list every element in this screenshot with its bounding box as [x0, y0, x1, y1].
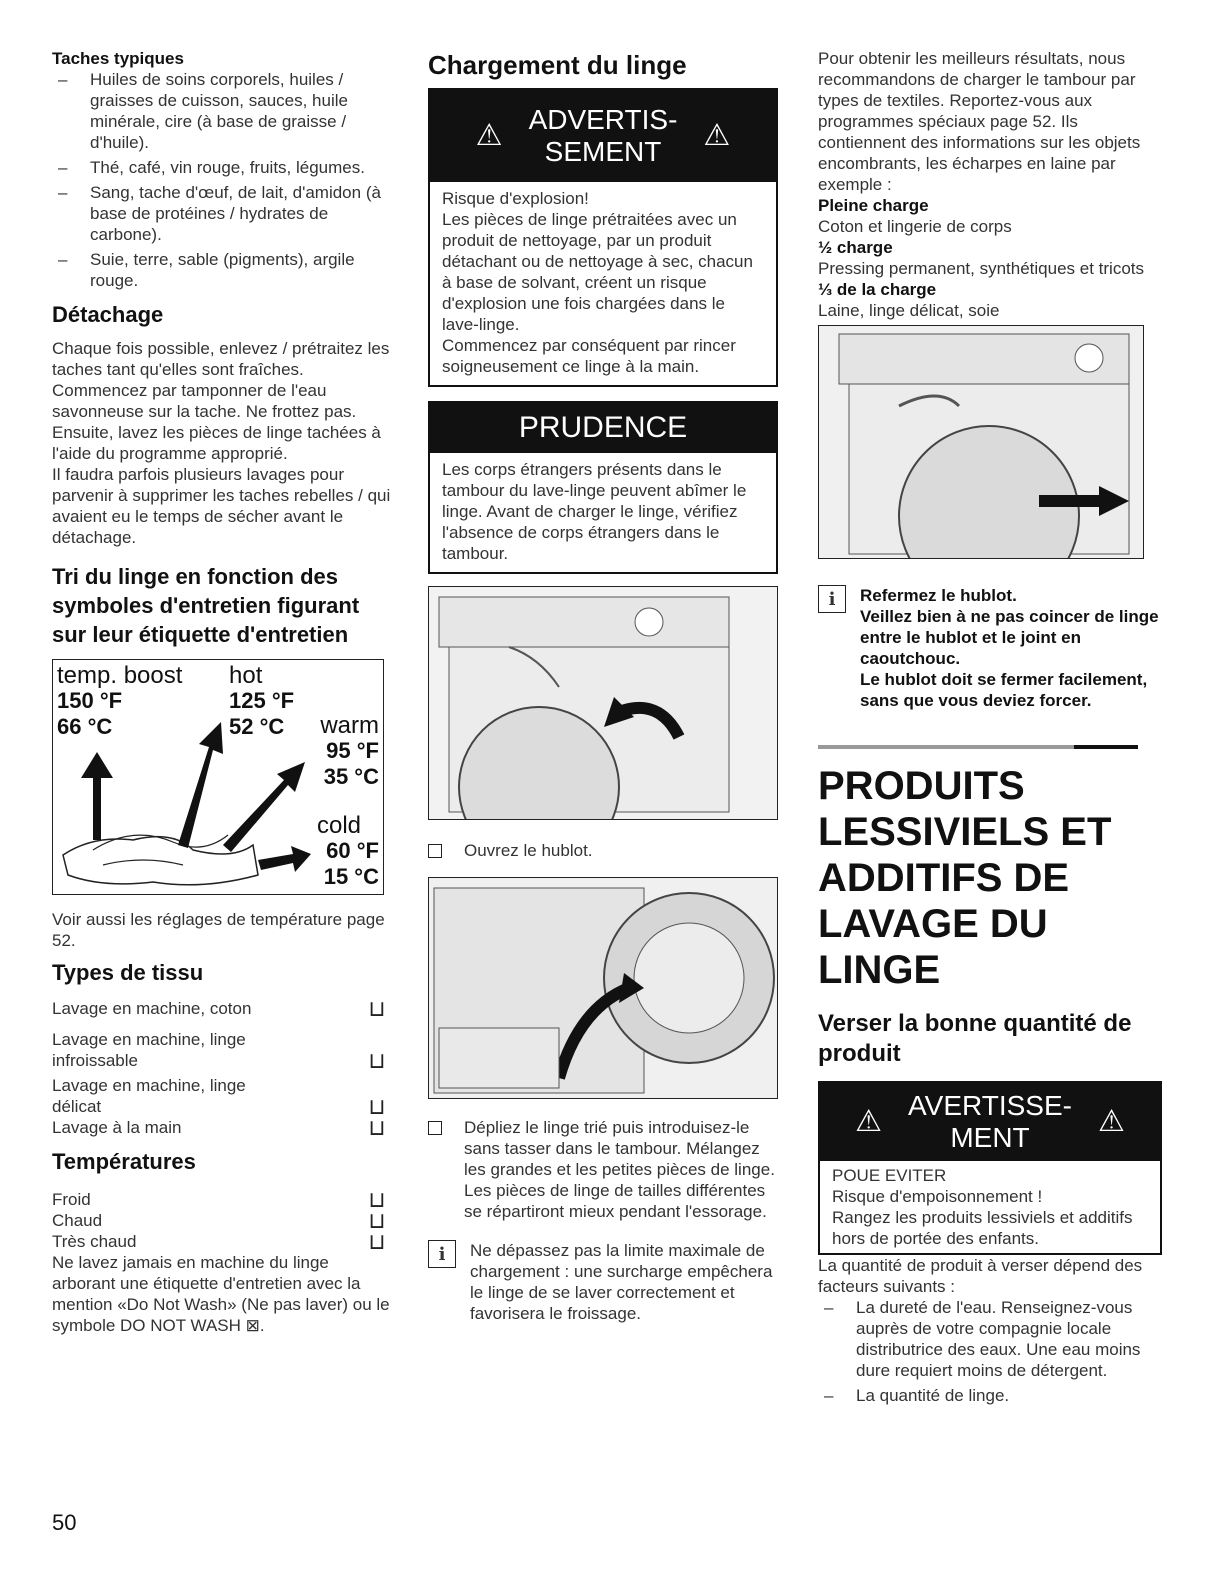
wash-tub-delicate-icon: ⊔	[368, 1094, 386, 1119]
column-middle	[428, 48, 778, 1324]
washer-loading-illustration	[428, 877, 778, 1099]
do-not-wash-note: Ne lavez jamais en machine du linge arborant une étiquette d'entretien avec la mention «Do Not Wash» (Ne pas laver) ou le symbole DO NOT WASH ⊠.	[52, 1253, 390, 1335]
see-also-text: Voir aussi les réglages de température page 52.	[52, 910, 385, 950]
cold-label: cold	[316, 812, 361, 839]
column-right	[818, 48, 1163, 1410]
warning-box	[428, 88, 778, 387]
cold-f: 60 °F	[326, 838, 379, 863]
warning-triangle-icon: ⚠	[703, 119, 731, 152]
hand-wash-icon: ⊔	[368, 1115, 386, 1140]
warm-f: 95 °F	[326, 738, 379, 763]
info-icon: i	[818, 585, 846, 613]
caution-header: PRUDENCE	[430, 403, 776, 453]
washer-close-door-illustration	[818, 325, 1144, 559]
list-item: Lavage en machine, linge délicat ⊔	[52, 1075, 392, 1117]
warning-triangle-icon: ⚠	[1097, 1105, 1125, 1138]
quantity-text: La quantité de produit à verser dépend des facteurs suivants :	[818, 1256, 1143, 1296]
section-title-tissue: Types de tissu	[52, 960, 204, 985]
half-load-text: Pressing permanent, synthétiques et tricots	[818, 259, 1144, 278]
list-item: – Huiles de soins corporels, huiles / graisses de cuisson, sauces, huile minérale, cire (à base de graisse / d'huile).	[58, 70, 348, 152]
wash-tub-permanent-press-icon: ⊔	[368, 1048, 386, 1073]
section-title-detachage: Détachage	[52, 302, 164, 327]
third-load-text: Laine, linge délicat, soie	[818, 301, 1000, 320]
warning-body: POUE EVITER Risque d'empoisonnement ! Rangez les produits lessiviels et additifs hors de portée des enfants.	[832, 1166, 1133, 1248]
caution-box	[428, 401, 778, 574]
step-load-laundry: Dépliez le linge trié puis introduisez-le sans tasser dans le tambour. Mélangez les grandes et les petites pièces de linge. Les pièces de linge de tailles différentes se répartiront mieux pendant l'essorage.	[428, 1117, 778, 1222]
typical-stains-title: Taches typiques	[52, 49, 184, 68]
section-title-tri: Tri du linge en fonction des symboles d'entretien figurant sur leur étiquette d'entretien	[52, 564, 360, 647]
intro-text: Pour obtenir les meilleurs résultats, nous recommandons de charger le tambour par types de textiles. Reportez-vous aux programmes spéciaux page 52. Ils contiennent des informations sur les objets encombrants, les écharpes en laine par exemple :	[818, 49, 1141, 194]
temp-boost-label: temp. boost	[57, 662, 183, 689]
list-item: Lavage à la main ⊔	[52, 1117, 392, 1138]
list-item: Froid ⊔	[52, 1189, 392, 1210]
washer-open-door-illustration	[428, 586, 778, 820]
warning-triangle-icon: ⚠	[475, 119, 503, 152]
warning-box	[818, 1081, 1162, 1255]
section-title-temperatures: Températures	[52, 1149, 196, 1174]
warning-triangle-icon: ⚠	[855, 1105, 883, 1138]
temp-boost-c: 66 °C	[57, 714, 113, 739]
hot-label: hot	[229, 662, 263, 689]
step-open-door: Ouvrez le hublot.	[428, 840, 778, 861]
list-item: Chaud ⊔	[52, 1210, 392, 1231]
hot-f: 125 °F	[229, 688, 295, 713]
page-number: 50	[52, 1510, 77, 1535]
list-item: Lavage en machine, linge infroissable ⊔	[52, 1029, 392, 1071]
paragraph: Il faudra parfois plusieurs lavages pour parvenir à supprimer les taches rebelles / qui avaient eu le temps de sécher avant le détachage.	[52, 465, 391, 547]
warning-header: ⚠ AVERTISSE- MENT ⚠	[820, 1083, 1160, 1161]
cold-c: 15 °C	[323, 864, 379, 889]
paragraph: Commencez par tamponner de l'eau savonneuse sur la tache. Ne frottez pas.	[52, 381, 357, 421]
section-divider	[818, 745, 1138, 749]
half-load-title: ½ charge	[818, 238, 893, 257]
list-item: Très chaud ⊔	[52, 1231, 392, 1252]
wash-tub-icon: ⊔	[368, 996, 386, 1021]
full-load-title: Pleine charge	[818, 196, 929, 215]
full-load-text: Coton et lingerie de corps	[818, 217, 1012, 236]
paragraph: Chaque fois possible, enlevez / prétraitez les taches tant qu'elles sont fraîches.	[52, 339, 390, 379]
section-title-chargement: Chargement du linge	[428, 50, 687, 80]
list-item: Lavage en machine, coton ⊔	[52, 998, 392, 1019]
info-close-door: i Refermez le hublot. Veillez bien à ne pas coincer de linge entre le hublot et le joint en caoutchouc. Le hublot doit se fermer facilement, sans que vous deviez forcer.	[818, 585, 1163, 711]
list-item: – Sang, tache d'œuf, de lait, d'amidon (à base de protéines / hydrates de carbone).	[58, 183, 381, 244]
info-icon: i	[428, 1240, 456, 1268]
hot-wash-icon: ⊔	[368, 1229, 386, 1254]
list-item: – La dureté de l'eau. Renseignez-vous auprès de votre compagnie locale distributrice des eaux. Une eau moins dure requiert moins de détergent.	[824, 1298, 1141, 1380]
list-item: – La quantité de linge.	[824, 1386, 1010, 1405]
hot-c: 52 °C	[229, 714, 285, 739]
list-item: – Thé, café, vin rouge, fruits, légumes.	[58, 158, 365, 177]
sub-title: Verser la bonne quantité de produit	[818, 1010, 1132, 1067]
column-left	[52, 48, 392, 1336]
checkbox-bullet-icon	[428, 1121, 442, 1135]
list-item: – Suie, terre, sable (pigments), argile rouge.	[58, 250, 355, 290]
checkbox-bullet-icon	[428, 844, 442, 858]
info-max-load: i Ne dépassez pas la limite maximale de chargement : une surcharge empêchera le linge de se laver correctement et favorisera le froissage.	[428, 1240, 778, 1324]
warm-wash-icon: ⊔	[368, 1208, 386, 1233]
warm-label: warm	[320, 712, 379, 739]
temperature-figure	[52, 659, 384, 895]
paragraph: Ensuite, lavez les pièces de linge tachées à l'aide du programme approprié.	[52, 423, 381, 463]
warning-body: Risque d'explosion! Les pièces de linge prétraitées avec un produit de nettoyage, par un produit détachant ou de nettoyage à sec, chacun à base de solvant, créent un risque d'explosion une fois chargées dans le lave-linge. Commencez par conséquent par rincer soigneusement ce linge à la main.	[442, 189, 753, 376]
temp-boost-f: 150 °F	[57, 688, 123, 713]
caution-body: Les corps étrangers présents dans le tambour du lave-linge peuvent abîmer le linge. Avant de charger le linge, vérifiez l'absence de corps étrangers dans le tambour.	[442, 460, 747, 563]
third-load-title: ⅓ de la charge	[818, 280, 937, 299]
cold-wash-icon: ⊔	[368, 1187, 386, 1212]
warm-c: 35 °C	[323, 764, 379, 789]
warning-header: ⚠ ADVERTIS- SEMENT ⚠	[430, 90, 776, 182]
big-section-title: PRODUITS LESSIVIELS ET ADDITIFS DE LAVAGE DU LINGE	[818, 764, 1112, 992]
